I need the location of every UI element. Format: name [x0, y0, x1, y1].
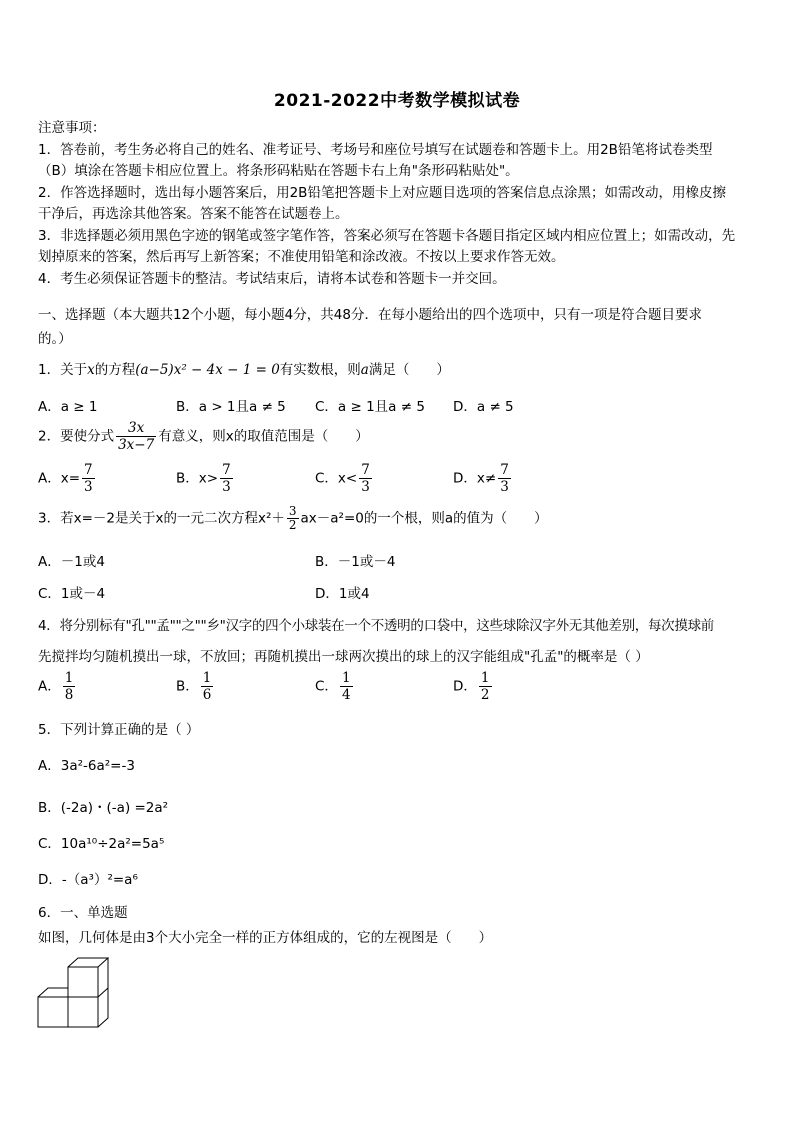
notes-line: 4．考生必须保证答题卡的整洁。考试结束后，请将本试卷和答题卡一并交回。: [38, 270, 506, 287]
q2-option-c[interactable]: C．x< $\frac{7}{3}$: [315, 462, 370, 495]
question-6-line2: 如图，几何体是由3个大小完全一样的正方体组成的，它的左视图是（ ）: [38, 930, 493, 946]
q1-post1: 有实数根，则: [279, 362, 361, 378]
notes-line: 3．非选择题必须用黑色字迹的钢笔或签字笔作答，答案必须写在答题卡各题目指定区域内相应位置上；如需改动，先: [38, 227, 736, 244]
question-6-line1: 6．一、单选题: [38, 905, 128, 921]
right-cube-front: [68, 997, 98, 1027]
q2-fraction-num: 3x: [116, 420, 156, 437]
q1-post2: 满足（ ）: [368, 362, 450, 378]
q3-pre: 3．若x=－2是关于x的一元二次方程x²＋: [38, 510, 285, 527]
question-1-stem: [38, 358, 766, 378]
question-4-line2: 先搅拌均匀随机摸出一球，不放回；再随机摸出一球两次摸出的球上的汉字能组成"孔孟"的概率是（ ）: [38, 649, 649, 665]
q1-option-a[interactable]: A．a ≥ 1: [38, 399, 98, 415]
section-heading: [38, 303, 766, 351]
top-cube-front: [68, 967, 98, 997]
q3-option-d[interactable]: D．1或4: [315, 586, 370, 602]
section-heading-line1: 一、选择题（本大题共12个小题，每小题4分，共48分．在每小题给出的四个选项中，只有一项是符合题目要求: [38, 307, 702, 323]
q3-option-c[interactable]: C．1或－4: [38, 586, 106, 602]
q3-fraction: $\frac{3}{2}$: [288, 504, 297, 532]
cube-figure: [36, 955, 116, 1030]
left-cube-top: [38, 988, 68, 997]
q5-option-c[interactable]: C．10a¹⁰÷2a²=5a⁵: [38, 836, 165, 852]
q2-option-b[interactable]: B．x> $\frac{7}{3}$: [176, 462, 231, 495]
q5-option-b[interactable]: B．(-2a)・(-a) =2a²: [38, 800, 169, 816]
page-title: 2021-2022中考数学模拟试卷: [273, 91, 521, 111]
q5-option-a[interactable]: A．3a²-6a²=-3: [38, 758, 135, 774]
q1-option-d[interactable]: D．a ≠ 5: [453, 399, 514, 415]
q3-option-a[interactable]: A．－1或4: [38, 554, 105, 570]
q1-equation: (a−5)x² − 4x − 1 = 0: [135, 362, 280, 378]
q4-option-d[interactable]: D． $\frac{1}{2}$: [453, 670, 490, 703]
notes-block: [38, 118, 766, 290]
q1-option-c[interactable]: C．a ≥ 1且a ≠ 5: [315, 399, 425, 415]
top-cube-top: [68, 958, 108, 967]
q2-fraction-den: 3x−7: [118, 437, 155, 453]
question-3-stem: [38, 505, 766, 532]
notes-line: 2．作答选择题时，选出每小题答案后，用2B铅笔把答题卡上对应题目选项的答案信息点涂黑；如需改动，用橡皮擦: [38, 184, 726, 201]
q1-var: x: [87, 362, 95, 378]
q1-pre: 1．关于: [38, 362, 88, 378]
q3-option-b[interactable]: B．－1或－4: [315, 554, 396, 570]
q1-mid: 的方程: [94, 362, 136, 378]
left-cube-front: [38, 997, 68, 1027]
q4-option-c[interactable]: C． $\frac{1}{4}$: [315, 670, 351, 703]
question-5-stem: 5．下列计算正确的是（ ）: [38, 722, 200, 738]
notes-line: 1．答卷前，考生务必将自己的姓名、准考证号、考场号和座位号填写在试题卷和答题卡上。用2B铅笔将试卷类型: [38, 141, 713, 158]
q1-option-b[interactable]: B．a > 1且a ≠ 5: [176, 399, 286, 415]
q4-option-b[interactable]: B． $\frac{1}{6}$: [176, 670, 212, 703]
top-cube-side: [98, 958, 108, 997]
notes-heading: 注意事项：: [38, 120, 106, 136]
question-4-line1: 4．将分别标有"孔""孟""之""乡"汉字的四个小球装在一个不透明的口袋中，这些球除汉字外无其他差别，每次摸球前: [38, 618, 714, 634]
notes-line: 干净后，再选涂其他答案。答案不能答在试题卷上。: [38, 206, 349, 222]
q2-post: 有意义，则x的取值范围是（ ）: [158, 428, 369, 445]
q5-option-d[interactable]: D．-（a³）²=a⁶: [38, 872, 138, 888]
q2-option-a[interactable]: A．x= $\frac{7}{3}$: [38, 462, 93, 495]
q4-option-a[interactable]: A． $\frac{1}{8}$: [38, 670, 74, 703]
right-cube-side: [98, 988, 108, 1027]
q3-post: ax－a²=0的一个根，则a的值为（ ）: [300, 510, 548, 527]
q2-pre: 2．要使分式: [38, 428, 115, 445]
q1-var2: a: [360, 362, 369, 378]
q2-option-d[interactable]: D．x≠ $\frac{7}{3}$: [453, 462, 509, 495]
q2-fraction: [116, 420, 156, 453]
section-heading-line2: 的。）: [38, 331, 72, 347]
notes-line: 划掉原来的答案，然后再写上新答案；不准使用铅笔和涂改液。不按以上要求作答无效。: [38, 249, 565, 265]
question-2-stem: [38, 420, 766, 453]
notes-line: （B）填涂在答题卡相应位置上。将条形码粘贴在答题卡右上角"条形码粘贴处"。: [38, 163, 519, 179]
